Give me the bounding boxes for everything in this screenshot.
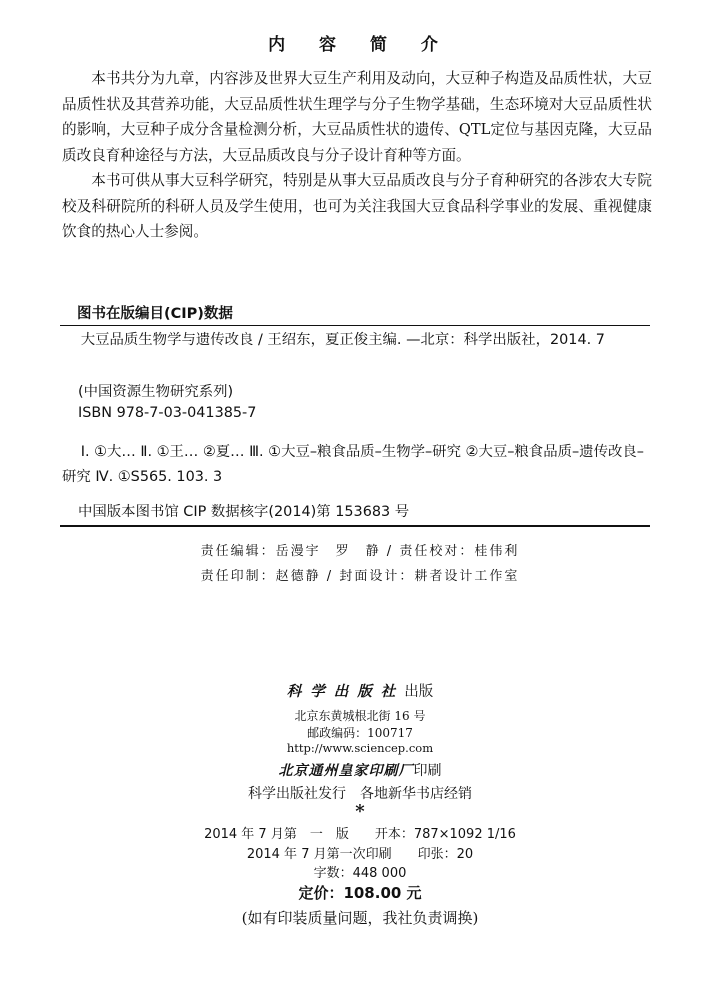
word-count: 字数：448 000: [313, 866, 407, 881]
credits-printing: 责任印制：赵德静 / 封面设计：耕者设计工作室: [200, 569, 520, 584]
cip-isbn: ISBN 978-7-03-041385-7: [78, 405, 257, 421]
edition-line: 2014 年 7 月第 一 版 开本：787×1092 1/16: [204, 827, 516, 842]
cip-subjects-text: Ⅰ. ①大… Ⅱ. ①王… ②夏… Ⅲ. ①大豆–粮食品质–生物学–研究 ②大豆–粮食品质–遗传改良–研究 Ⅳ. ①S565. 103. 3: [62, 444, 644, 485]
intro-paragraph-1: 本书共分为九章，内容涉及世界大豆生产利用及动向，大豆种子构造及品质性状，大豆品质性状及其营养功能，大豆品质性状生理学与分子生物学基础，生态环境对大豆品质性状的影响，大豆种子成分含量检测分析，大豆品质性状的遗传、QTL定位与基因克隆，大豆品质改良育种途径与方法，大豆品质改良与分子设计育种等方面。: [62, 70, 652, 164]
publisher-logo: 科学出版社: [286, 683, 405, 700]
publisher-address: 北京东黄城根北街 16 号: [294, 709, 426, 723]
intro-title: 内 容 简 介: [268, 35, 452, 55]
price: 定价：108.00 元: [298, 884, 422, 902]
publisher-url: http://www.sciencep.com: [286, 741, 434, 755]
printer-logo: 北京通州皇家印刷厂: [278, 763, 414, 779]
cip-heading: 图书在版编目(CIP)数据: [77, 306, 233, 322]
printer-suffix: 印刷: [413, 763, 442, 779]
printer-line: [0, 760, 720, 780]
cip-main-entry: [62, 328, 650, 353]
cip-bottom-rule: [60, 525, 650, 527]
quality-note: (如有印装质量问题，我社负责调换): [241, 909, 479, 927]
cip-top-rule: [60, 325, 650, 326]
printing-line: 2014 年 7 月第一次印刷 印张：20: [246, 847, 474, 862]
publisher-suffix: 出版: [404, 684, 434, 700]
intro-paragraph-2: 本书可供从事大豆科学研究，特别是从事大豆品质改良与分子育种研究的各涉农大专院校及科研院所的科研人员及学生使用，也可为关注我国大豆食品科学事业的发展、重视健康饮食的热心人士参阅。: [62, 172, 652, 240]
intro-body: [62, 66, 652, 245]
cip-series: (中国资源生物研究系列): [78, 384, 234, 400]
distribution-line: 科学出版社发行 各地新华书店经销: [248, 786, 472, 802]
separator-star: *: [355, 801, 365, 822]
credits-editors: 责任编辑：岳漫宇 罗 静 / 责任校对：桂伟利: [200, 544, 520, 559]
cip-registration: 中国版本图书馆 CIP 数据核字(2014)第 153683 号: [78, 504, 410, 520]
publisher-postcode: 邮政编码：100717: [307, 726, 413, 740]
publisher-name: [0, 680, 720, 701]
cip-main-entry-text: 大豆品质生物学与遗传改良 / 王绍东，夏正俊主编. —北京：科学出版社，2014. 7: [80, 332, 605, 348]
cip-subjects: [62, 440, 650, 490]
